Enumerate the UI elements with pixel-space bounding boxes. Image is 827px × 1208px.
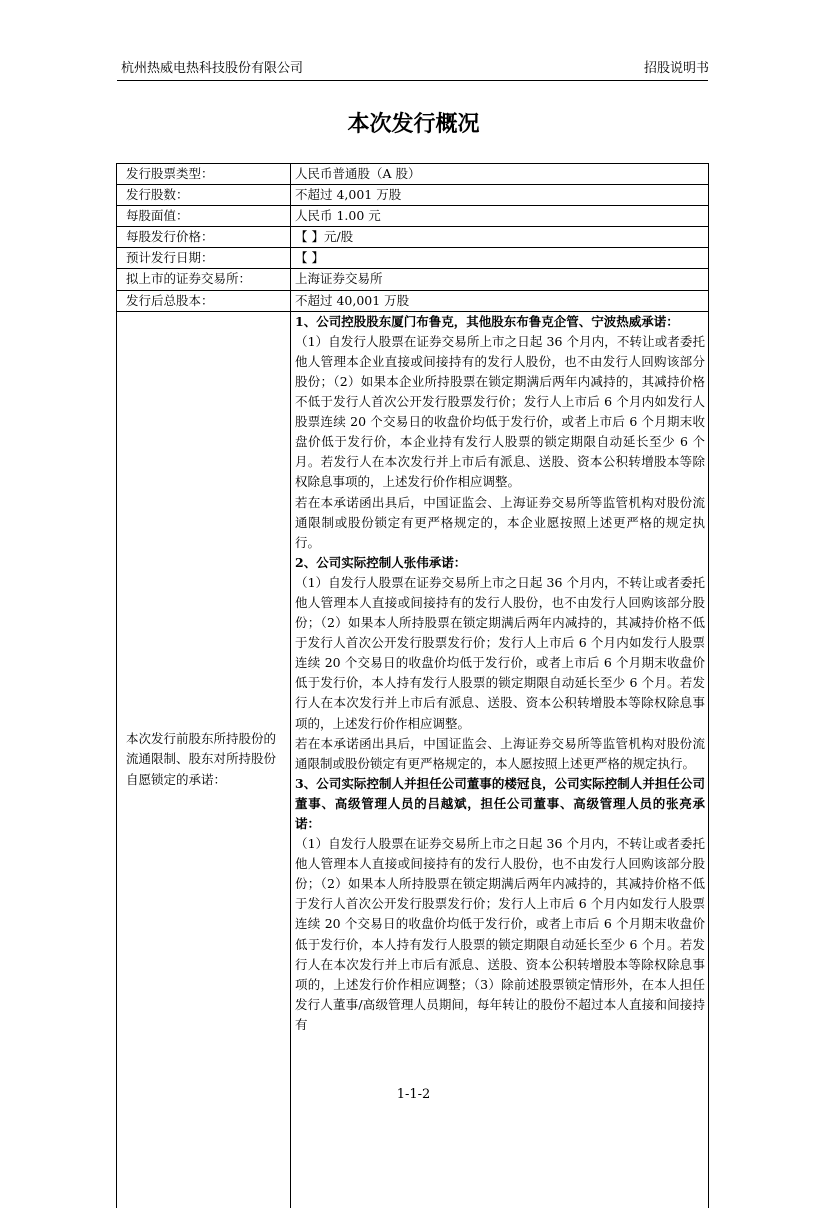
commitment-paragraph: （1）自发行人股票在证券交易所上市之日起 36 个月内，不转让或者委托他人管理本人直接或间接持有的发行人股份，也不由发行人回购该部分股份；（2）如果本人所持股票在锁定期满后两年内减持的，其减持价格不低于发行人首次公开发行股票发行价；发行人上市后 6 个月内如发行人股票连续 20 个交易日的收盘价均低于发行价，或者上市后 6 个月期末收盘价低于发行价，本人持有发行人股票的锁定期限自动延长至少 6 个月。若发行人在本次发行并上市后有派息、送股、资本公积转增股本等除权除息事项的，上述发行价作相应调整；（3）除前述股票锁定情形外，在本人担任发行人董事/高级管理人员期间，每年转让的股份不超过本人直接和间接持有 [295, 836, 705, 1032]
row-value: 人民币普通股（A 股） [291, 164, 709, 185]
row-label: 拟上市的证券交易所： [117, 269, 291, 290]
table-row-exchange [117, 269, 709, 290]
section-heading: 2、公司实际控制人张伟承诺： [295, 554, 467, 570]
row-label: 发行后总股本： [117, 290, 291, 311]
table-row-share-count [117, 185, 709, 206]
section-heading: 1、公司控股股东厦门布鲁克，其他股东布鲁克企管、宁波热威承诺： [295, 313, 679, 329]
lockup-commitments-content [291, 311, 709, 1208]
row-value: 上海证券交易所 [291, 269, 709, 290]
row-value: 【 】元/股 [291, 227, 709, 248]
table-row-par-value [117, 206, 709, 227]
row-label: 发行股数： [117, 185, 291, 206]
table-row-stock-type [117, 164, 709, 185]
commitment-paragraph: 若在本承诺函出具后，中国证监会、上海证券交易所等监管机构对股份流通限制或股份锁定有更严格规定的，本企业愿按照上述更严格的规定执行。 [295, 494, 705, 550]
header-divider [117, 80, 708, 81]
table-row-lockup-commitments [117, 311, 709, 1208]
row-label: 每股发行价格： [117, 227, 291, 248]
row-label: 每股面值： [117, 206, 291, 227]
table-row-issue-price [117, 227, 709, 248]
row-label: 本次发行前股东所持股份的流通限制、股东对所持股份自愿锁定的承诺： [117, 311, 291, 1208]
table-row-issue-date [117, 248, 709, 269]
commitment-paragraph: （1）自发行人股票在证券交易所上市之日起 36 个月内，不转让或者委托他人管理本人直接或间接持有的发行人股份，也不由发行人回购该部分股份；（2）如果本人所持股票在锁定期满后两年内减持的，其减持价格不低于发行人首次公开发行股票发行价；发行人上市后 6 个月内如发行人股票连续 20 个交易日的收盘价均低于发行价，或者上市后 6 个月期末收盘价低于发行价，本人持有发行人股票的锁定期限自动延长至少 6 个月。若发行人在本次发行并上市后有派息、送股、资本公积转增股本等除权除息事项的，上述发行价作相应调整。 [295, 574, 705, 731]
commitment-paragraph: 若在本承诺函出具后，中国证监会、上海证券交易所等监管机构对股份流通限制或股份锁定有更严格规定的，本人愿按照上述更严格的规定执行。 [295, 735, 705, 771]
row-value: 人民币 1.00 元 [291, 206, 709, 227]
page-title: 本次发行概况 [347, 112, 480, 137]
row-value: 不超过 4,001 万股 [291, 185, 709, 206]
row-label: 预计发行日期： [117, 248, 291, 269]
row-value: 不超过 40,001 万股 [291, 290, 709, 311]
row-value: 【 】 [291, 248, 709, 269]
header-company-name: 杭州热威电热科技股份有限公司 [121, 61, 304, 76]
commitment-paragraph: （1）自发行人股票在证券交易所上市之日起 36 个月内，不转让或者委托他人管理本企业直接或间接持有的发行人股份，也不由发行人回购该部分股份；（2）如果本企业所持股票在锁定期满后两年内减持的，其减持价格不低于发行人首次公开发行股票发行价；发行人上市后 6 个月内如发行人股票连续 20 个交易日的收盘价均低于发行价，或者上市后 6 个月期末收盘价低于发行价，本企业持有发行人股票的锁定期限自动延长至少 6 个月。若发行人在本次发行并上市后有派息、送股、资本公积转增股本等除权除息事项的，上述发行价作相应调整。 [295, 333, 705, 490]
row-label: 发行股票类型： [117, 164, 291, 185]
page-number: 1-1-2 [396, 1087, 431, 1102]
table-row-total-shares [117, 290, 709, 311]
header-document-type: 招股说明书 [644, 61, 710, 76]
offering-overview-table [116, 163, 709, 1208]
section-heading: 3、公司实际控制人并担任公司董事的楼冠良，公司实际控制人并担任公司董事、高级管理人员的吕越斌，担任公司董事、高级管理人员的张亮承诺： [295, 775, 705, 831]
